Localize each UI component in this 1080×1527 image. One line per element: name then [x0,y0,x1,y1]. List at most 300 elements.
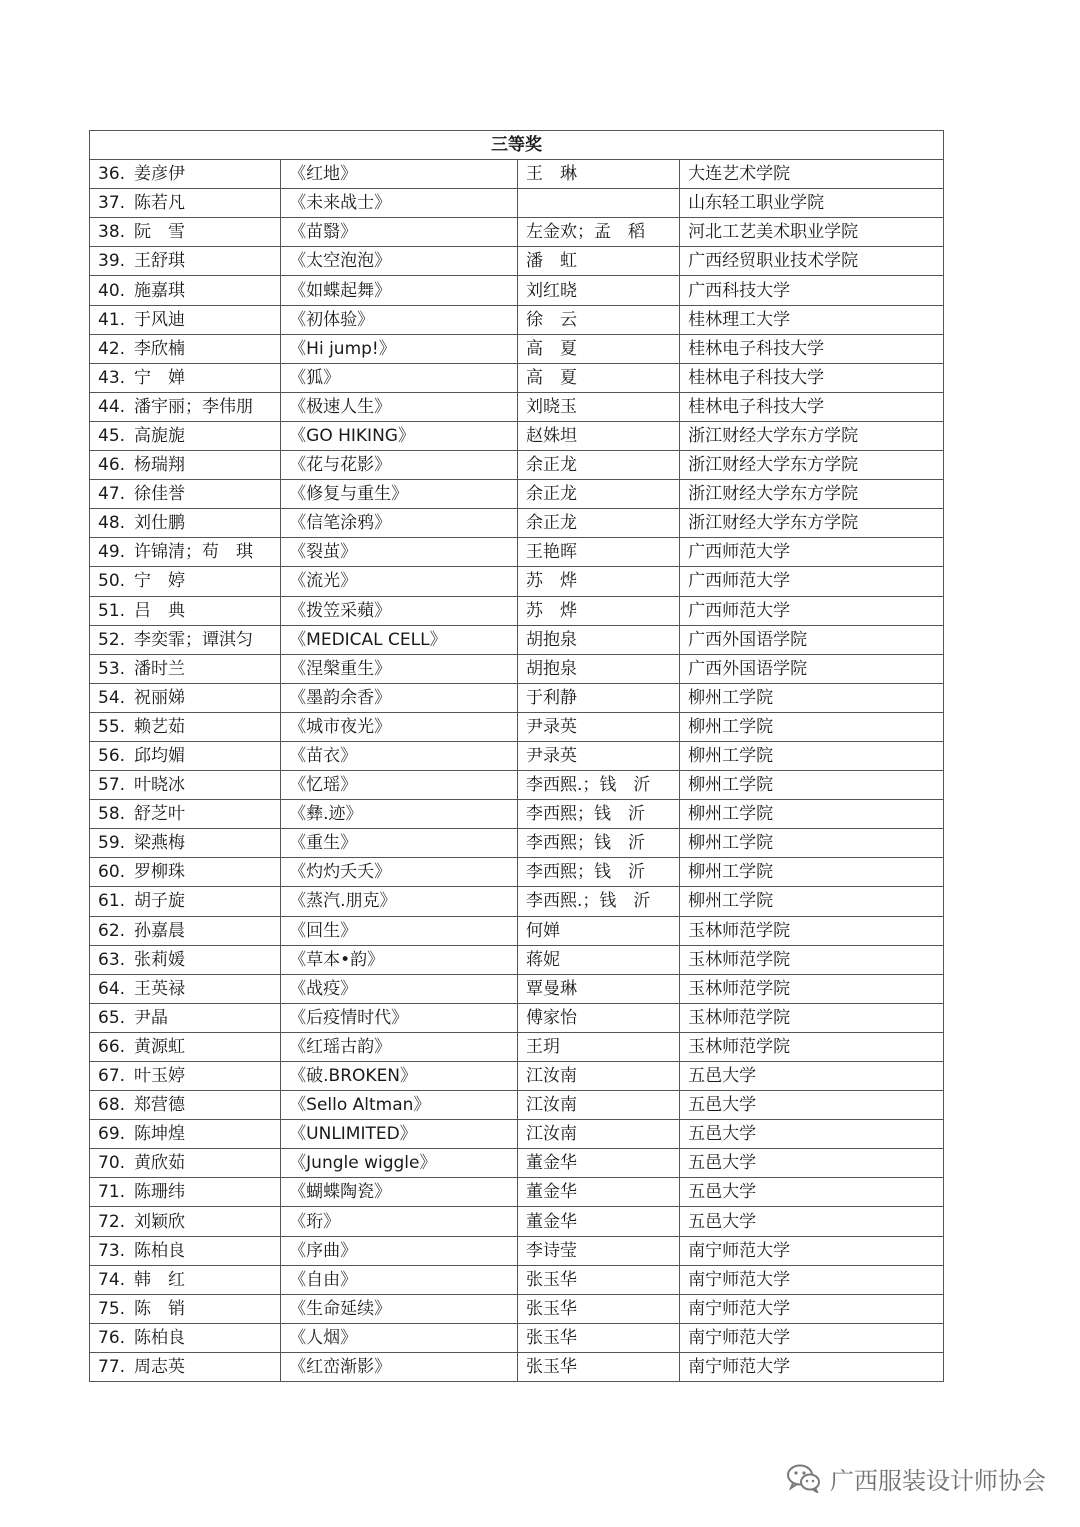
row-number: 44. [98,396,126,417]
entrant-name: 施嘉琪 [134,280,185,301]
school-name: 柳州工学院 [680,829,944,858]
entrant-name: 许锦清；苟 琪 [134,542,253,563]
entrant-cell [90,625,281,654]
entrant-name: 黄源虹 [134,1036,185,1057]
table-row [90,509,944,538]
work-title: 《苗翳》 [281,218,518,247]
entrant-name: 尹晶 [134,1007,168,1028]
table-row [90,363,944,392]
entrant-cell [90,1178,281,1207]
advisor-name: 尹录英 [518,741,680,770]
entrant-cell [90,363,281,392]
advisor-name: 刘红晓 [518,276,680,305]
entrant-cell [90,1236,281,1265]
work-title: 《Sello Altman》 [281,1091,518,1120]
table-row [90,1091,944,1120]
table-row [90,567,944,596]
work-title: 《修复与重生》 [281,480,518,509]
entrant-cell [90,800,281,829]
table-row [90,480,944,509]
table-row [90,829,944,858]
work-title: 《破.BROKEN》 [281,1062,518,1091]
work-title: 《人烟》 [281,1323,518,1352]
row-number: 65. [98,1007,126,1028]
table-row [90,421,944,450]
advisor-name: 董金华 [518,1178,680,1207]
work-title: 《后疫情时代》 [281,1003,518,1032]
table-row [90,858,944,887]
table-row [90,596,944,625]
table-row [90,392,944,421]
advisor-name: 高 夏 [518,334,680,363]
advisor-name: 余正龙 [518,480,680,509]
row-number: 71. [98,1182,126,1203]
entrant-cell [90,1352,281,1381]
school-name: 广西外国语学院 [680,654,944,683]
entrant-cell [90,974,281,1003]
work-title: 《珩》 [281,1207,518,1236]
table-row [90,654,944,683]
table-row [90,247,944,276]
table-row [90,218,944,247]
school-name: 柳州工学院 [680,683,944,712]
entrant-name: 罗柳珠 [134,862,185,883]
work-title: 《红瑶古韵》 [281,1032,518,1061]
school-name: 浙江财经大学东方学院 [680,451,944,480]
row-number: 61. [98,891,126,912]
entrant-cell [90,509,281,538]
advisor-name: 江汝南 [518,1091,680,1120]
school-name: 五邑大学 [680,1062,944,1091]
entrant-name: 杨瑞翔 [134,455,185,476]
school-name: 南宁师范大学 [680,1236,944,1265]
entrant-cell [90,305,281,334]
entrant-cell [90,1120,281,1149]
row-number: 40. [98,280,126,301]
entrant-cell [90,334,281,363]
work-title: 《未来战士》 [281,189,518,218]
row-number: 36. [98,164,126,185]
entrant-name: 刘颖欣 [134,1211,185,1232]
entrant-cell [90,451,281,480]
entrant-cell [90,771,281,800]
work-title: 《UNLIMITED》 [281,1120,518,1149]
entrant-cell [90,189,281,218]
entrant-cell [90,480,281,509]
school-name: 广西经贸职业技术学院 [680,247,944,276]
school-name: 柳州工学院 [680,800,944,829]
table-row [90,276,944,305]
advisor-name: 李西熙；钱 沂 [518,829,680,858]
row-number: 67. [98,1066,126,1087]
wechat-icon [786,1463,822,1493]
row-number: 39. [98,251,126,272]
school-name: 浙江财经大学东方学院 [680,421,944,450]
entrant-name: 宁 婵 [134,367,185,388]
school-name: 南宁师范大学 [680,1352,944,1381]
entrant-name: 李奕霏；谭淇匀 [134,629,253,650]
row-number: 41. [98,309,126,330]
entrant-name: 周志英 [134,1356,185,1377]
advisor-name: 王玥 [518,1032,680,1061]
row-number: 63. [98,949,126,970]
school-name: 玉林师范学院 [680,1032,944,1061]
entrant-name: 于风迪 [134,309,185,330]
advisor-name: 尹录英 [518,712,680,741]
table-row [90,1003,944,1032]
work-title: 《太空泡泡》 [281,247,518,276]
advisor-name: 李西熙.；钱 沂 [518,887,680,916]
entrant-cell [90,421,281,450]
row-number: 57. [98,775,126,796]
row-number: 52. [98,629,126,650]
row-number: 70. [98,1153,126,1174]
advisor-name [518,189,680,218]
entrant-cell [90,160,281,189]
advisor-name: 左金欢；孟 稻 [518,218,680,247]
advisor-name: 李西熙；钱 沂 [518,858,680,887]
table-row [90,189,944,218]
advisor-name: 于利静 [518,683,680,712]
table-row [90,625,944,654]
school-name: 五邑大学 [680,1207,944,1236]
entrant-name: 孙嘉晨 [134,920,185,941]
table-row [90,160,944,189]
advisor-name: 王 琳 [518,160,680,189]
row-number: 53. [98,658,126,679]
row-number: 49. [98,542,126,563]
row-number: 43. [98,367,126,388]
advisor-name: 刘晓玉 [518,392,680,421]
entrant-cell [90,712,281,741]
entrant-cell [90,218,281,247]
table-row [90,1265,944,1294]
entrant-cell [90,1149,281,1178]
entrant-name: 姜彦伊 [134,164,185,185]
entrant-cell [90,1032,281,1061]
school-name: 柳州工学院 [680,887,944,916]
table-row [90,1032,944,1061]
school-name: 浙江财经大学东方学院 [680,480,944,509]
watermark-text: 广西服装设计师协会 [830,1466,1046,1495]
entrant-name: 王英禄 [134,978,185,999]
row-number: 55. [98,716,126,737]
entrant-cell [90,858,281,887]
school-name: 玉林师范学院 [680,945,944,974]
advisor-name: 张玉华 [518,1265,680,1294]
entrant-cell [90,1323,281,1352]
table-row [90,916,944,945]
entrant-cell [90,1062,281,1091]
school-name: 五邑大学 [680,1120,944,1149]
entrant-cell [90,392,281,421]
entrant-name: 郑营德 [134,1095,185,1116]
school-name: 五邑大学 [680,1091,944,1120]
school-name: 河北工艺美术职业学院 [680,218,944,247]
work-title: 《花与花影》 [281,451,518,480]
row-number: 62. [98,920,126,941]
school-name: 南宁师范大学 [680,1294,944,1323]
row-number: 48. [98,513,126,534]
row-number: 69. [98,1124,126,1145]
row-number: 50. [98,571,126,592]
entrant-name: 潘时兰 [134,658,185,679]
work-title: 《自由》 [281,1265,518,1294]
school-name: 南宁师范大学 [680,1323,944,1352]
work-title: 《草本•韵》 [281,945,518,974]
row-number: 45. [98,425,126,446]
advisor-name: 覃曼琳 [518,974,680,1003]
school-name: 广西师范大学 [680,567,944,596]
entrant-cell [90,829,281,858]
table-row [90,945,944,974]
entrant-cell [90,683,281,712]
work-title: 《忆瑶》 [281,771,518,800]
school-name: 广西外国语学院 [680,625,944,654]
advisor-name: 余正龙 [518,509,680,538]
table-row [90,538,944,567]
school-name: 柳州工学院 [680,771,944,800]
table-row [90,334,944,363]
work-title: 《狐》 [281,363,518,392]
entrant-name: 王舒琪 [134,251,185,272]
entrant-cell [90,247,281,276]
entrant-name: 徐佳誉 [134,484,185,505]
entrant-cell [90,1003,281,1032]
entrant-name: 宁 婷 [134,571,185,592]
work-title: 《裂茧》 [281,538,518,567]
work-title: 《极速人生》 [281,392,518,421]
entrant-name: 黄欣茹 [134,1153,185,1174]
advisor-name: 潘 虹 [518,247,680,276]
work-title: 《GO HIKING》 [281,421,518,450]
work-title: 《生命延续》 [281,1294,518,1323]
advisor-name: 苏 烨 [518,567,680,596]
advisor-name: 张玉华 [518,1352,680,1381]
entrant-name: 舒芝叶 [134,804,185,825]
work-title: 《Hi jump!》 [281,334,518,363]
work-title: 《涅槃重生》 [281,654,518,683]
work-title: 《回生》 [281,916,518,945]
entrant-name: 叶晓冰 [134,775,185,796]
table-row [90,1294,944,1323]
table-row [90,1236,944,1265]
entrant-cell [90,916,281,945]
entrant-name: 韩 红 [134,1269,185,1290]
advisor-name: 何婵 [518,916,680,945]
entrant-cell [90,1294,281,1323]
entrant-name: 张莉媛 [134,949,185,970]
row-number: 72. [98,1211,126,1232]
table-row [90,1120,944,1149]
entrant-name: 梁燕梅 [134,833,185,854]
advisor-name: 王艳晖 [518,538,680,567]
work-title: 《重生》 [281,829,518,858]
advisor-name: 李诗莹 [518,1236,680,1265]
row-number: 54. [98,687,126,708]
entrant-name: 祝丽娣 [134,687,185,708]
school-name: 玉林师范学院 [680,916,944,945]
entrant-name: 陈坤煌 [134,1124,185,1145]
table-body [90,160,944,1382]
row-number: 66. [98,1036,126,1057]
entrant-name: 陈柏良 [134,1240,185,1261]
school-name: 广西师范大学 [680,596,944,625]
entrant-name: 刘仕鹏 [134,513,185,534]
entrant-name: 陈柏良 [134,1327,185,1348]
school-name: 五邑大学 [680,1149,944,1178]
school-name: 玉林师范学院 [680,1003,944,1032]
table-row [90,1352,944,1381]
entrant-cell [90,276,281,305]
table-row [90,683,944,712]
table-row [90,887,944,916]
advisor-name: 胡抱泉 [518,654,680,683]
row-number: 58. [98,804,126,825]
table-row [90,741,944,770]
advisor-name: 张玉华 [518,1294,680,1323]
table-row [90,1062,944,1091]
school-name: 柳州工学院 [680,858,944,887]
entrant-name: 潘宇丽；李伟朋 [134,396,253,417]
work-title: 《城市夜光》 [281,712,518,741]
row-number: 51. [98,600,126,621]
advisor-name: 江汝南 [518,1062,680,1091]
advisor-name: 傅家怡 [518,1003,680,1032]
work-title: 《流光》 [281,567,518,596]
entrant-cell [90,1091,281,1120]
advisor-name: 董金华 [518,1149,680,1178]
row-number: 42. [98,338,126,359]
row-number: 38. [98,222,126,243]
entrant-cell [90,1207,281,1236]
advisor-name: 董金华 [518,1207,680,1236]
row-number: 47. [98,484,126,505]
table-row [90,1207,944,1236]
entrant-cell [90,567,281,596]
row-number: 60. [98,862,126,883]
advisor-name: 江汝南 [518,1120,680,1149]
work-title: 《红地》 [281,160,518,189]
entrant-cell [90,945,281,974]
entrant-name: 邱均媚 [134,746,185,767]
entrant-cell [90,741,281,770]
school-name: 广西师范大学 [680,538,944,567]
school-name: 五邑大学 [680,1178,944,1207]
table-row [90,305,944,334]
work-title: 《如蝶起舞》 [281,276,518,305]
table-row [90,1178,944,1207]
school-name: 柳州工学院 [680,712,944,741]
table-row [90,771,944,800]
advisor-name: 高 夏 [518,363,680,392]
table-row [90,800,944,829]
entrant-cell [90,538,281,567]
awards-table [89,130,944,1382]
entrant-cell [90,596,281,625]
work-title: 《拨笠采蘋》 [281,596,518,625]
watermark [786,1458,1046,1498]
advisor-name: 张玉华 [518,1323,680,1352]
work-title: 《彝.迹》 [281,800,518,829]
row-number: 74. [98,1269,126,1290]
work-title: 《信笔涂鸦》 [281,509,518,538]
school-name: 柳州工学院 [680,741,944,770]
work-title: 《Jungle wiggle》 [281,1149,518,1178]
entrant-name: 陈若凡 [134,193,185,214]
work-title: 《序曲》 [281,1236,518,1265]
work-title: 《苗衣》 [281,741,518,770]
work-title: 《蝴蝶陶瓷》 [281,1178,518,1207]
advisor-name: 李西熙；钱 沂 [518,800,680,829]
school-name: 桂林电子科技大学 [680,392,944,421]
advisor-name: 苏 烨 [518,596,680,625]
table-row [90,1323,944,1352]
entrant-name: 赖艺茹 [134,716,185,737]
school-name: 玉林师范学院 [680,974,944,1003]
row-number: 73. [98,1240,126,1261]
entrant-name: 吕 典 [134,600,185,621]
award-heading: 三等奖 [90,131,944,160]
work-title: 《初体验》 [281,305,518,334]
entrant-name: 叶玉婷 [134,1066,185,1087]
advisor-name: 赵姝坦 [518,421,680,450]
school-name: 大连艺术学院 [680,160,944,189]
table-row [90,451,944,480]
entrant-cell [90,1265,281,1294]
advisor-name: 余正龙 [518,451,680,480]
work-title: 《墨韵余香》 [281,683,518,712]
school-name: 南宁师范大学 [680,1265,944,1294]
entrant-name: 陈珊纬 [134,1182,185,1203]
school-name: 桂林电子科技大学 [680,363,944,392]
work-title: 《红峦渐影》 [281,1352,518,1381]
work-title: 《灼灼夭夭》 [281,858,518,887]
table-row [90,712,944,741]
school-name: 广西科技大学 [680,276,944,305]
row-number: 59. [98,833,126,854]
row-number: 64. [98,978,126,999]
advisor-name: 徐 云 [518,305,680,334]
school-name: 浙江财经大学东方学院 [680,509,944,538]
advisor-name: 蒋妮 [518,945,680,974]
work-title: 《MEDICAL CELL》 [281,625,518,654]
entrant-name: 陈 销 [134,1298,185,1319]
row-number: 46. [98,455,126,476]
row-number: 75. [98,1298,126,1319]
school-name: 桂林理工大学 [680,305,944,334]
advisor-name: 李西熙.；钱 沂 [518,771,680,800]
work-title: 《战疫》 [281,974,518,1003]
table-row [90,1149,944,1178]
school-name: 山东轻工职业学院 [680,189,944,218]
row-number: 76. [98,1327,126,1348]
entrant-cell [90,887,281,916]
work-title: 《蒸汽.朋克》 [281,887,518,916]
row-number: 68. [98,1095,126,1116]
entrant-cell [90,654,281,683]
entrant-name: 胡子旋 [134,891,185,912]
advisor-name: 胡抱泉 [518,625,680,654]
school-name: 桂林电子科技大学 [680,334,944,363]
entrant-name: 高旎旎 [134,425,185,446]
entrant-name: 阮 雪 [134,222,185,243]
table-row [90,974,944,1003]
entrant-name: 李欣楠 [134,338,185,359]
table-heading-row [90,131,944,160]
row-number: 37. [98,193,126,214]
row-number: 56. [98,746,126,767]
